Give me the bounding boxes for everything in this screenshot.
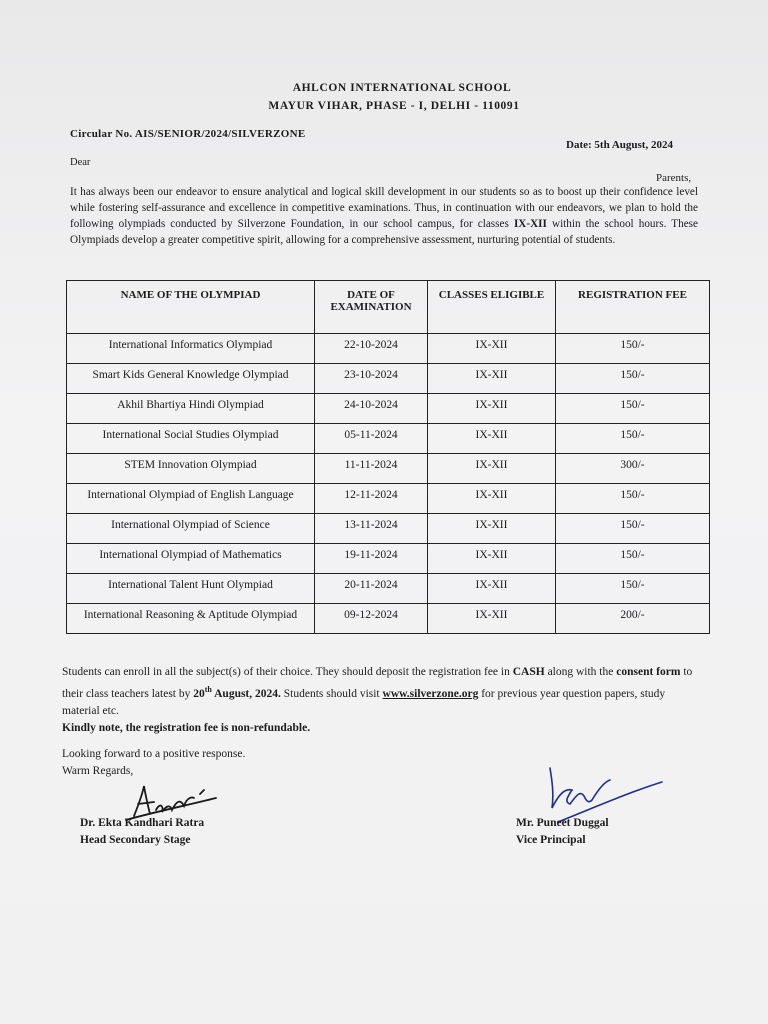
registration-fee: 150/-: [556, 514, 710, 544]
footer-text-1: Students can enroll in all the subject(s) of their choice. They should deposit the registration fee in: [62, 666, 513, 678]
school-address: MAYUR VIHAR, PHASE - I, DELHI - 110091: [268, 100, 520, 112]
exam-date: 23-10-2024: [315, 364, 428, 394]
olympiad-name: International Social Studies Olympiad: [67, 424, 315, 454]
registration-fee: 150/-: [556, 424, 710, 454]
olympiad-name: International Olympiad of Science: [67, 514, 315, 544]
footer-text-5: for previous year question papers, study material etc.: [62, 687, 666, 717]
exam-date: 05-11-2024: [315, 424, 428, 454]
school-name: AHLCON INTERNATIONAL SCHOOL: [292, 82, 512, 94]
olympiad-name: International Olympiad of English Language: [67, 484, 315, 514]
olympiad-name: STEM Innovation Olympiad: [67, 454, 315, 484]
olympiad-name: International Informatics Olympiad: [67, 334, 315, 364]
intro-paragraph: [70, 184, 698, 248]
enrollment-instructions: [62, 664, 702, 737]
intro-text-1: It has always been our endeavor to ensure analytical and logical skill development in our students so as to boost up their confidence level while fostering self-assurance and excellence in competitive examinations. Thus, in continuation with our endeavors, we plan to hold the following olympiads conducted by Silverzone Foundation, in our school campus, for classes: [70, 186, 698, 230]
olympiad-name: International Olympiad of Mathematics: [67, 544, 315, 574]
header-registration-fee: REGISTRATION FEE: [556, 281, 710, 334]
header-exam-date: DATE OF EXAMINATION: [315, 281, 428, 334]
exam-date: 11-11-2024: [315, 454, 428, 484]
header-classes-eligible: CLASSES ELIGIBLE: [428, 281, 556, 334]
exam-date: 22-10-2024: [315, 334, 428, 364]
registration-fee: 150/-: [556, 544, 710, 574]
signatory-left-title: Head Secondary Stage: [80, 834, 191, 846]
table-row: [67, 514, 710, 544]
classes-eligible: IX-XII: [428, 544, 556, 574]
classes-eligible: IX-XII: [428, 424, 556, 454]
signatory-left: [80, 815, 204, 849]
exam-date: 19-11-2024: [315, 544, 428, 574]
intro-classes: IX-XII: [513, 218, 547, 230]
circular-number: Circular No. AIS/SENIOR/2024/SILVERZONE: [70, 128, 306, 140]
exam-date: 24-10-2024: [315, 394, 428, 424]
exam-date: 13-11-2024: [315, 514, 428, 544]
exam-date: 20-11-2024: [315, 574, 428, 604]
registration-fee: 200/-: [556, 604, 710, 634]
classes-eligible: IX-XII: [428, 334, 556, 364]
signatory-right-title: Vice Principal: [516, 834, 586, 846]
registration-fee: 300/-: [556, 454, 710, 484]
non-refundable-note: Kindly note, the registration fee is non-refundable.: [62, 721, 311, 734]
table-row: [67, 334, 710, 364]
registration-fee: 150/-: [556, 364, 710, 394]
olympiad-table: [66, 280, 710, 634]
registration-fee: 150/-: [556, 334, 710, 364]
table-row: [67, 424, 710, 454]
olympiad-name: International Talent Hunt Olympiad: [67, 574, 315, 604]
silverzone-website-link[interactable]: www.silverzone.org: [382, 687, 479, 700]
olympiad-name: Akhil Bhartiya Hindi Olympiad: [67, 394, 315, 424]
signatory-right-name: Mr. Puneet Duggal: [516, 817, 609, 829]
table-row: [67, 604, 710, 634]
regards-line: Warm Regards,: [62, 765, 134, 777]
table-row: [67, 394, 710, 424]
header-olympiad-name: NAME OF THE OLYMPIAD: [67, 281, 315, 334]
table-header-row: [67, 281, 710, 334]
exam-date: 12-11-2024: [315, 484, 428, 514]
footer-deadline: 20th August, 2024.: [193, 685, 281, 700]
table-row: [67, 364, 710, 394]
registration-fee: 150/-: [556, 484, 710, 514]
footer-cash: CASH: [512, 666, 545, 678]
intro-text-2: within the school hours. These Olympiads develop a greater competitive spirit, allowing for a comprehensive assessment, nurturing potential of students.: [70, 218, 698, 246]
classes-eligible: IX-XII: [428, 604, 556, 634]
classes-eligible: IX-XII: [428, 454, 556, 484]
registration-fee: 150/-: [556, 394, 710, 424]
signatory-left-name: Dr. Ekta Kandhari Ratra: [80, 817, 205, 829]
salutation-parents: Parents,: [656, 172, 692, 184]
classes-eligible: IX-XII: [428, 394, 556, 424]
salutation-dear: Dear: [70, 157, 91, 168]
footer-consent-form: consent form: [616, 666, 681, 678]
footer-text-4: Students should visit: [280, 687, 383, 700]
footer-text-3: to their class teachers latest by: [62, 666, 693, 700]
table-row: [67, 454, 710, 484]
table-row: [67, 574, 710, 604]
classes-eligible: IX-XII: [428, 484, 556, 514]
classes-eligible: IX-XII: [428, 574, 556, 604]
signatory-right: [516, 815, 609, 849]
circular-date: Date: 5th August, 2024: [566, 139, 673, 151]
olympiad-name: Smart Kids General Knowledge Olympiad: [67, 364, 315, 394]
footer-text-2: along with the: [544, 666, 617, 678]
registration-fee: 150/-: [556, 574, 710, 604]
olympiad-name: International Reasoning & Aptitude Olympiad: [67, 604, 315, 634]
classes-eligible: IX-XII: [428, 514, 556, 544]
closing: [62, 746, 245, 780]
table-row: [67, 484, 710, 514]
classes-eligible: IX-XII: [428, 364, 556, 394]
closing-line: Looking forward to a positive response.: [62, 748, 246, 760]
exam-date: 09-12-2024: [315, 604, 428, 634]
table-row: [67, 544, 710, 574]
